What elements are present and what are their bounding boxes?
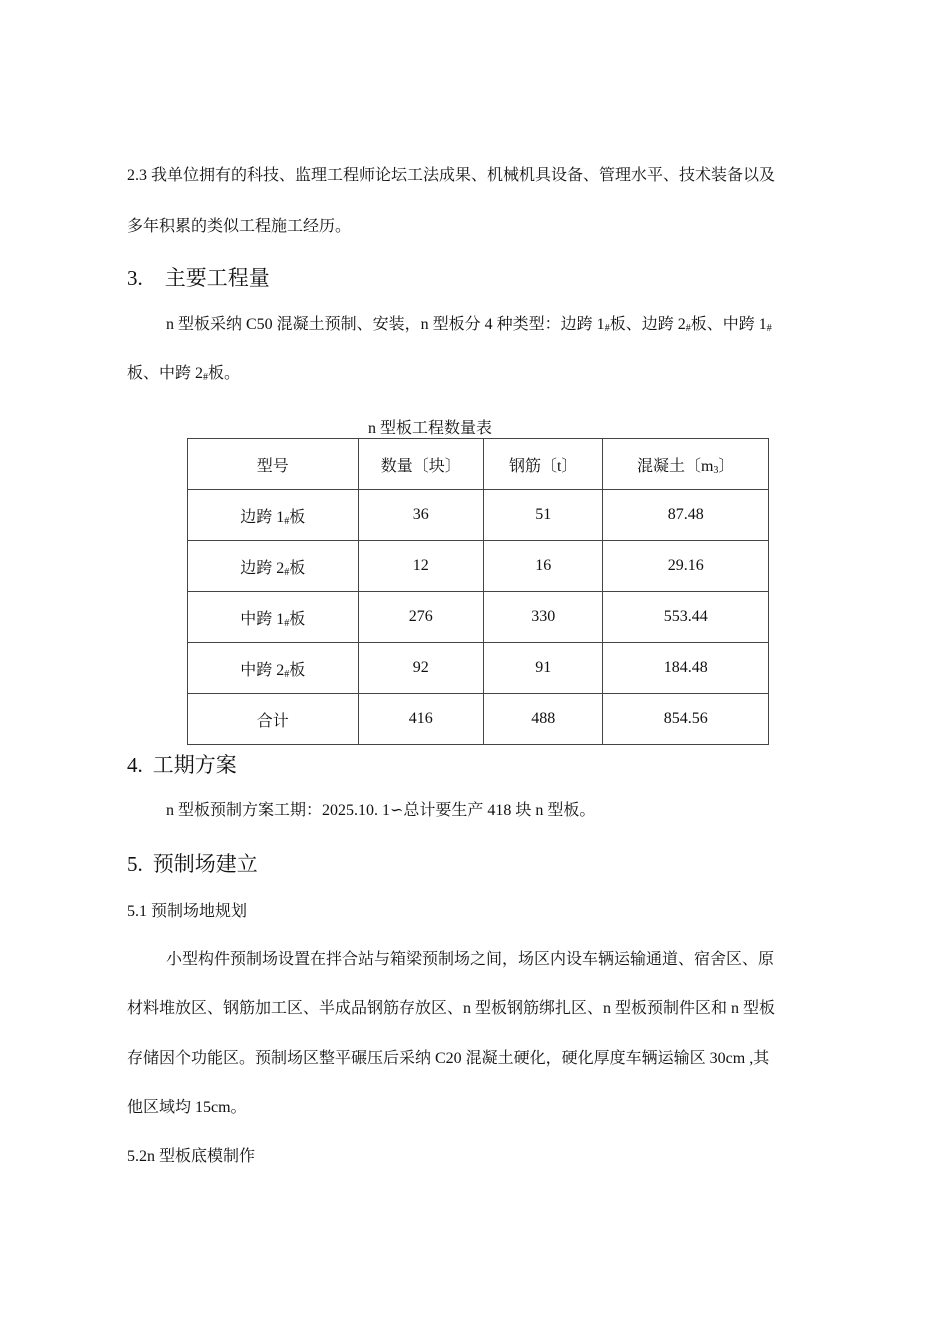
cell-steel: 330 — [484, 592, 603, 643]
section-4-heading — [127, 752, 237, 778]
cell-steel: 51 — [484, 490, 603, 541]
cell-steel: 16 — [484, 541, 603, 592]
cell-type — [188, 592, 359, 643]
table-row — [188, 490, 769, 541]
text-run: 混凝土〔m — [636, 457, 714, 475]
cell-concrete: 553.44 — [603, 592, 769, 643]
section-3-line-2 — [127, 364, 240, 386]
cell-total-steel: 488 — [484, 694, 603, 745]
sub-mark: 3 — [713, 464, 719, 476]
section-5-title: 预制场建立 — [152, 852, 258, 876]
section-5-heading — [127, 851, 258, 877]
cell-concrete: 29.16 — [603, 541, 769, 592]
section-5-para-line-1: 小型构件预制场设置在拌合站与箱梁预制场之间，场区内设车辆运输通道、宿舍区、原 — [166, 951, 775, 968]
cell-qty: 92 — [358, 643, 483, 694]
sub-mark: # — [284, 566, 290, 578]
text-run: 板、中跨 2 — [127, 365, 204, 382]
text-run: n 型板采纳 C50 混凝土预制、安装，n 型板分 4 种类型：边跨 1 — [166, 316, 605, 333]
cell-qty: 36 — [358, 490, 483, 541]
cell-steel: 91 — [484, 643, 603, 694]
section-5-para-line-4: 他区域均 15cm。 — [127, 1099, 247, 1116]
section-4-number: 4. — [127, 753, 143, 777]
cell-total-concrete: 854.56 — [603, 694, 769, 745]
text-run: 中跨 1 — [240, 610, 285, 628]
text-run: 板。 — [208, 365, 241, 382]
table-row — [188, 592, 769, 643]
sub-mark: # — [203, 372, 209, 383]
header-type: 型号 — [188, 439, 359, 490]
cell-type — [188, 643, 359, 694]
sub-mark: # — [284, 515, 290, 527]
section-3-title: 主要工程量 — [164, 266, 270, 290]
cell-concrete: 184.48 — [603, 643, 769, 694]
section-3-heading — [127, 265, 270, 291]
section-3-line-1 — [166, 315, 772, 337]
cell-type — [188, 490, 359, 541]
text-run: 板、中跨 1 — [690, 316, 767, 333]
text-run: 边跨 1 — [240, 508, 285, 526]
cell-qty: 276 — [358, 592, 483, 643]
text-run: 板、边跨 2 — [609, 316, 686, 333]
section-5-1-heading: 5.1 预制场地规划 — [127, 903, 248, 920]
sub-mark: # — [284, 668, 290, 680]
section-5-2-heading: 5.2n 型板底模制作 — [127, 1148, 256, 1165]
text-run: 〕 — [718, 457, 735, 475]
section-4-line-1: n 型板预制方案工期：2025.10. 1∽总计要生产 418 块 n 型板。 — [166, 802, 596, 819]
text-run: 板 — [289, 508, 306, 526]
text-run: 板 — [289, 610, 306, 628]
quantity-table — [187, 438, 769, 745]
cell-type — [188, 541, 359, 592]
cell-concrete: 87.48 — [603, 490, 769, 541]
cell-total-qty: 416 — [358, 694, 483, 745]
header-concrete — [603, 439, 769, 490]
sub-mark: # — [685, 323, 691, 334]
cell-total-label: 合计 — [188, 694, 359, 745]
sub-mark: # — [766, 323, 772, 334]
text-run: 板 — [289, 559, 306, 577]
header-steel: 钢筋〔t〕 — [484, 439, 603, 490]
section-2-3-line-1: 2.3 我单位拥有的科技、监理工程师论坛工法成果、机械机具设备、管理水平、技术装备以及 — [127, 167, 776, 184]
table-caption: n 型板工程数量表 — [367, 420, 492, 437]
header-qty: 数量〔块〕 — [358, 439, 483, 490]
section-5-number: 5. — [127, 852, 143, 876]
text-run: 中跨 2 — [240, 661, 285, 679]
text-run: 板 — [289, 661, 306, 679]
table-row — [188, 541, 769, 592]
text-run: 边跨 2 — [240, 559, 285, 577]
sub-mark: # — [604, 323, 610, 334]
section-3-number: 3. — [127, 266, 143, 290]
table-row — [188, 643, 769, 694]
section-5-para-line-2: 材料堆放区、钢筋加工区、半成品钢筋存放区、n 型板钢筋绑扎区、n 型板预制件区和 n 型板 — [127, 1000, 776, 1017]
section-2-3-line-2: 多年积累的类似工程施工经历。 — [127, 218, 352, 235]
section-4-title: 工期方案 — [152, 753, 237, 777]
sub-mark: # — [284, 617, 290, 629]
section-5-para-line-3: 存储因个功能区。预制场区整平碾压后采纳 C20 混凝土硬化，硬化厚度车辆运输区 30cm ,其 — [127, 1050, 770, 1067]
table-total-row — [188, 694, 769, 745]
table-header-row — [188, 439, 769, 490]
cell-qty: 12 — [358, 541, 483, 592]
